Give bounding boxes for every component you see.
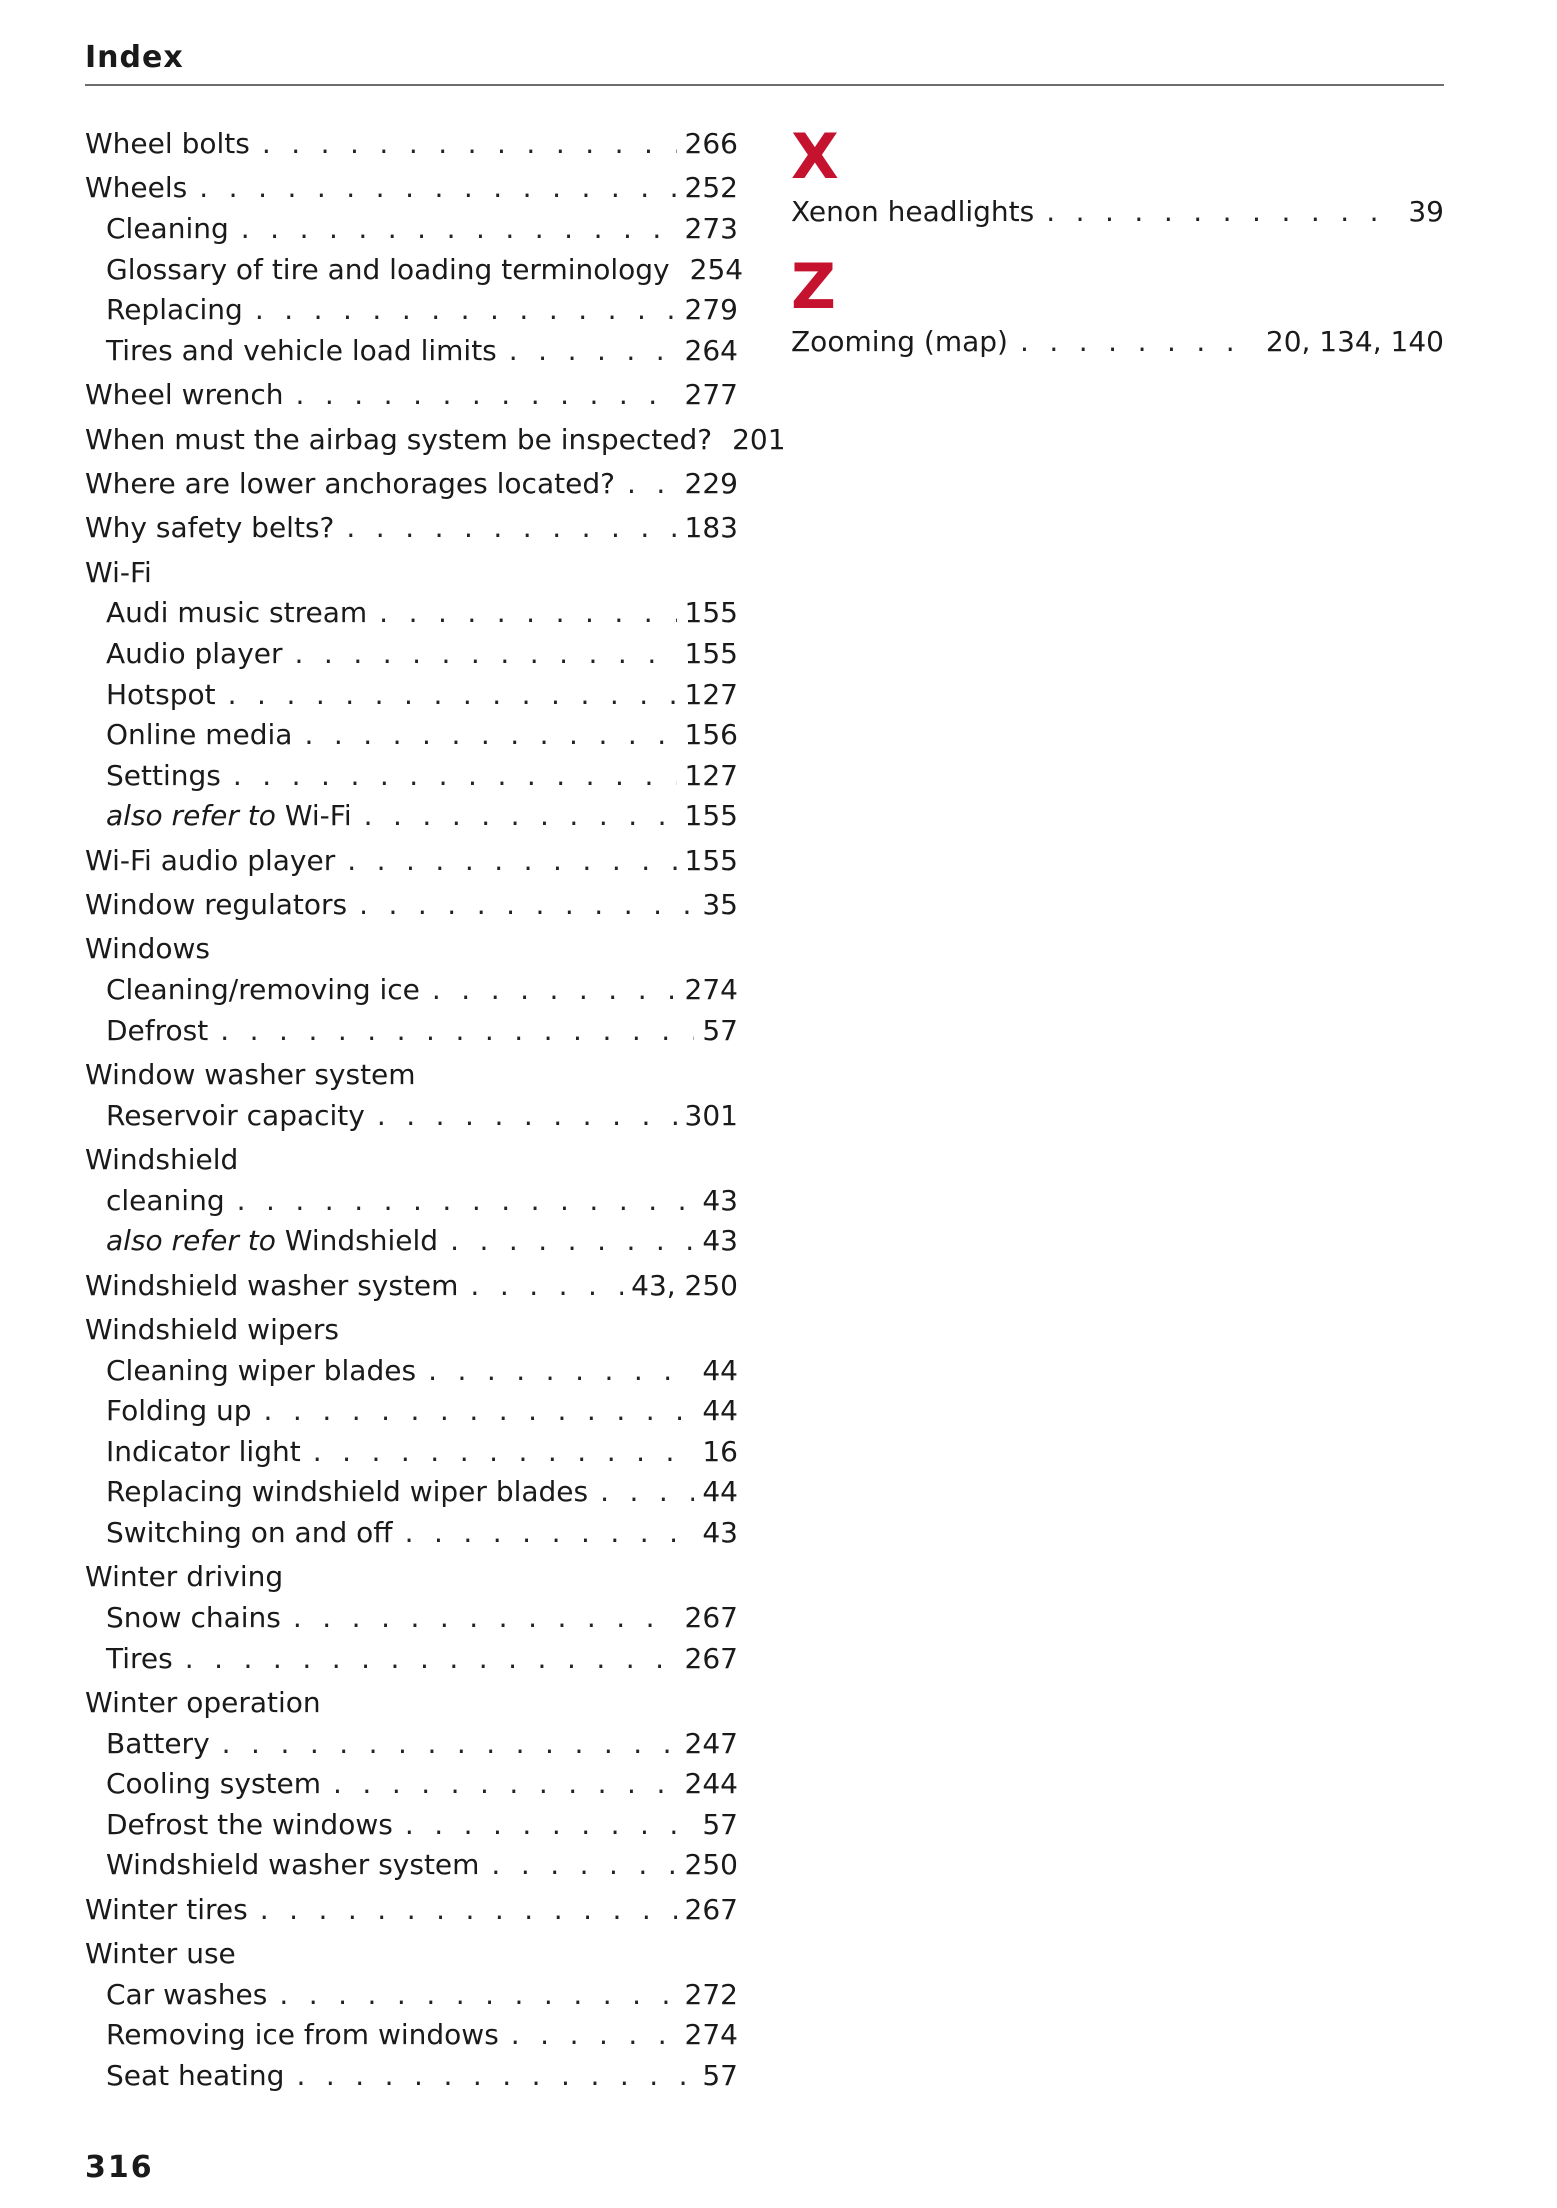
entry-label: Hotspot [106, 677, 216, 711]
entry-label: Car washes [106, 1977, 268, 2011]
entry-page-ref: 277 [684, 378, 738, 412]
section-letter: X [791, 120, 839, 193]
entry-label: Removing ice from windows [106, 2018, 499, 2052]
index-entry [85, 929, 738, 970]
entry-label: Glossary of tire and loading terminology [106, 252, 670, 286]
dot-leader [379, 593, 676, 634]
entry-page-ref: 44 [702, 1353, 738, 1387]
entry-label: Folding up [106, 1394, 252, 1428]
entry-label: Wi-Fi audio player [85, 843, 336, 877]
index-subentry [85, 331, 738, 372]
index-entry [791, 322, 1444, 363]
dot-leader [432, 970, 677, 1011]
entry-page-ref: 44 [702, 1475, 738, 1509]
entry-label: Tires [106, 1641, 173, 1675]
entry-label: Defrost the windows [106, 1807, 393, 1841]
entry-page-ref: 20, 134, 140 [1265, 325, 1444, 359]
entry-page-ref: 301 [684, 1098, 738, 1132]
entry-label: Audi music stream [106, 596, 368, 630]
entry-label: Reservoir capacity [106, 1098, 365, 1132]
entry-label: Windshield wipers [85, 1312, 339, 1346]
entry-page-ref: 183 [684, 511, 738, 545]
entry-label: Snow chains [106, 1600, 281, 1634]
dot-leader [295, 375, 676, 416]
index-entry [85, 124, 738, 165]
index-subentry [85, 593, 738, 634]
entry-label: Wheel wrench [85, 378, 284, 412]
entry-label: Cleaning [106, 211, 229, 245]
index-entry [85, 1557, 738, 1598]
entry-label: When must the airbag system be inspected? [85, 422, 713, 456]
dot-leader [333, 1764, 677, 1805]
dot-leader [364, 796, 677, 837]
dot-leader [450, 1221, 694, 1262]
entry-label [106, 796, 352, 837]
entry-label: Switching on and off [106, 1515, 393, 1549]
index-subentry [85, 290, 738, 331]
index-entry [85, 375, 738, 416]
index-entry [85, 1140, 738, 1181]
entry-page-ref: 247 [684, 1726, 738, 1760]
index-subentry [85, 1764, 738, 1805]
index-subentry [85, 2015, 738, 2056]
entry-page-ref: 44 [702, 1394, 738, 1428]
dot-leader [279, 1975, 676, 2016]
entry-label: Winter operation [85, 1685, 321, 1719]
entry-label: Cooling system [106, 1767, 322, 1801]
index-column-right [791, 120, 1444, 363]
index-entry [85, 168, 738, 209]
entry-label: Wi-Fi [85, 555, 152, 589]
entry-page-ref: 127 [684, 758, 738, 792]
index-subentry [85, 1472, 738, 1513]
entry-page-ref: 127 [684, 677, 738, 711]
entry-label: Wheel bolts [85, 127, 250, 160]
index-subentry [85, 675, 738, 716]
index-subentry [85, 970, 738, 1011]
header-divider [85, 84, 1444, 86]
index-entry [791, 192, 1444, 233]
index-subentry [85, 1432, 738, 1473]
dot-leader [428, 1351, 694, 1392]
index-entry [85, 1683, 738, 1724]
dot-leader [255, 290, 677, 331]
index-subentry [85, 715, 738, 756]
entry-label: Wheels [85, 171, 188, 205]
entry-label: Audio player [106, 636, 283, 670]
dot-leader [185, 1639, 677, 1680]
cross-reference-prefix: also refer to [106, 799, 276, 833]
entry-label: Why safety belts? [85, 511, 335, 545]
dot-leader [1020, 322, 1258, 363]
entry-page-ref: 274 [684, 2018, 738, 2052]
entry-label: Defrost [106, 1013, 209, 1047]
entry-page-ref: 155 [684, 799, 738, 833]
entry-page-ref: 264 [684, 333, 738, 367]
entry-label: Tires and vehicle load limits [106, 333, 497, 367]
entry-label: Replacing [106, 293, 243, 327]
index-entry [85, 420, 786, 461]
entry-page-ref: 252 [684, 171, 738, 205]
dot-leader [509, 331, 677, 372]
entry-label: Settings [106, 758, 221, 792]
entry-page-ref: 35 [702, 888, 738, 922]
entry-label: Online media [106, 718, 293, 752]
index-subentry [85, 1975, 738, 2016]
index-subentry [85, 1391, 738, 1432]
entry-page-ref: 201 [732, 422, 786, 456]
index-entry [85, 1055, 738, 1096]
index-entry [85, 841, 738, 882]
index-subentry [85, 1805, 738, 1846]
entry-page-ref: 267 [684, 1641, 738, 1675]
dot-leader [241, 209, 677, 250]
dot-leader [262, 124, 677, 165]
index-column-left [85, 124, 786, 2096]
entry-page-ref: 57 [702, 2058, 738, 2092]
entry-label: cleaning [106, 1183, 225, 1217]
dot-leader [627, 464, 677, 505]
dot-leader [470, 1266, 623, 1307]
entry-label: Seat heating [106, 2058, 285, 2092]
entry-label: Zooming (map) [791, 325, 1008, 359]
entry-label: Battery [106, 1726, 210, 1760]
entry-label: Winter tires [85, 1892, 248, 1926]
dot-leader [359, 885, 694, 926]
dot-leader [304, 715, 676, 756]
index-subentry [85, 756, 738, 797]
entry-page-ref: 272 [684, 1977, 738, 2011]
dot-leader [377, 1096, 677, 1137]
entry-page-ref: 43 [702, 1515, 738, 1549]
entry-page-ref: 273 [684, 211, 738, 245]
entry-label: Cleaning wiper blades [106, 1353, 417, 1387]
dot-leader [228, 675, 677, 716]
index-entry [85, 885, 738, 926]
entry-label: Windshield washer system [85, 1268, 459, 1302]
index-entry [85, 464, 738, 505]
dot-leader [511, 2015, 677, 2056]
index-subentry [85, 2056, 738, 2097]
dot-leader [237, 1181, 695, 1222]
index-subentry [85, 1845, 738, 1886]
index-subentry [85, 1598, 738, 1639]
index-subentry [85, 634, 738, 675]
page-number: 316 [85, 2150, 154, 2185]
entry-page-ref: 155 [684, 596, 738, 630]
index-subentry [85, 1221, 738, 1262]
index-subentry [85, 1181, 738, 1222]
entry-page-ref: 43, 250 [631, 1268, 738, 1302]
entry-page-ref: 16 [702, 1434, 738, 1468]
index-entry [85, 1934, 738, 1975]
index-subentry [85, 796, 738, 837]
entry-page-ref: 274 [684, 973, 738, 1007]
dot-leader [222, 1724, 677, 1765]
dot-leader [295, 634, 677, 675]
dot-leader [220, 1011, 694, 1052]
entry-page-ref: 57 [702, 1013, 738, 1047]
entry-label: Windshield [85, 1143, 239, 1177]
entry-page-ref: 267 [684, 1892, 738, 1926]
page-header-title: Index [85, 40, 184, 75]
entry-page-ref: 43 [702, 1224, 738, 1258]
cross-reference-prefix: also refer to [106, 1224, 276, 1258]
dot-leader [264, 1391, 695, 1432]
entry-page-ref: 43 [702, 1183, 738, 1217]
dot-leader [600, 1472, 694, 1513]
index-subentry [85, 1724, 738, 1765]
entry-label: Where are lower anchorages located? [85, 466, 615, 500]
index-entry [85, 1310, 738, 1351]
entry-label: Winter use [85, 1937, 236, 1971]
entry-label: Winter driving [85, 1560, 284, 1594]
entry-page-ref: 244 [684, 1767, 738, 1801]
entry-label: Cleaning/removing ice [106, 973, 420, 1007]
dot-leader [199, 168, 676, 209]
index-subentry [85, 1011, 738, 1052]
dot-leader [260, 1890, 677, 1931]
index-subentry [85, 209, 738, 250]
dot-leader [233, 756, 677, 797]
entry-page-ref: 254 [689, 252, 744, 286]
dot-leader [1046, 192, 1400, 233]
entry-page-ref: 57 [702, 1807, 738, 1841]
dot-leader [296, 2056, 694, 2097]
index-subentry [85, 250, 744, 291]
entry-label: Window washer system [85, 1058, 416, 1092]
entry-page-ref: 156 [684, 718, 738, 752]
index-entry [85, 1266, 738, 1307]
cross-reference-term: Wi-Fi [284, 799, 352, 833]
entry-label: Windshield washer system [106, 1848, 480, 1882]
index-subentry [85, 1639, 738, 1680]
dot-leader [313, 1432, 695, 1473]
dot-leader [346, 508, 676, 549]
index-subentry [85, 1096, 738, 1137]
cross-reference-term: Windshield [284, 1224, 439, 1258]
entry-page-ref: 39 [1408, 194, 1444, 228]
entry-label: Windows [85, 932, 210, 966]
index-subentry [85, 1351, 738, 1392]
entry-page-ref: 266 [684, 127, 738, 160]
index-entry [85, 553, 738, 594]
entry-page-ref: 155 [684, 636, 738, 670]
entry-label: Xenon headlights [791, 194, 1035, 228]
entry-label: Window regulators [85, 888, 348, 922]
entry-label [106, 1221, 438, 1262]
entry-page-ref: 229 [684, 466, 738, 500]
dot-leader [347, 841, 676, 882]
entry-label: Replacing windshield wiper blades [106, 1475, 589, 1509]
index-subentry [85, 1513, 738, 1554]
entry-page-ref: 250 [684, 1848, 738, 1882]
entry-page-ref: 267 [684, 1600, 738, 1634]
dot-leader [293, 1598, 677, 1639]
entry-page-ref: 279 [684, 293, 738, 327]
dot-leader [491, 1845, 676, 1886]
dot-leader [405, 1805, 695, 1846]
section-letter: Z [791, 250, 836, 324]
entry-label: Indicator light [106, 1434, 301, 1468]
index-entry [85, 508, 738, 549]
entry-page-ref: 155 [684, 843, 738, 877]
index-entry [85, 1890, 738, 1931]
dot-leader [405, 1513, 695, 1554]
